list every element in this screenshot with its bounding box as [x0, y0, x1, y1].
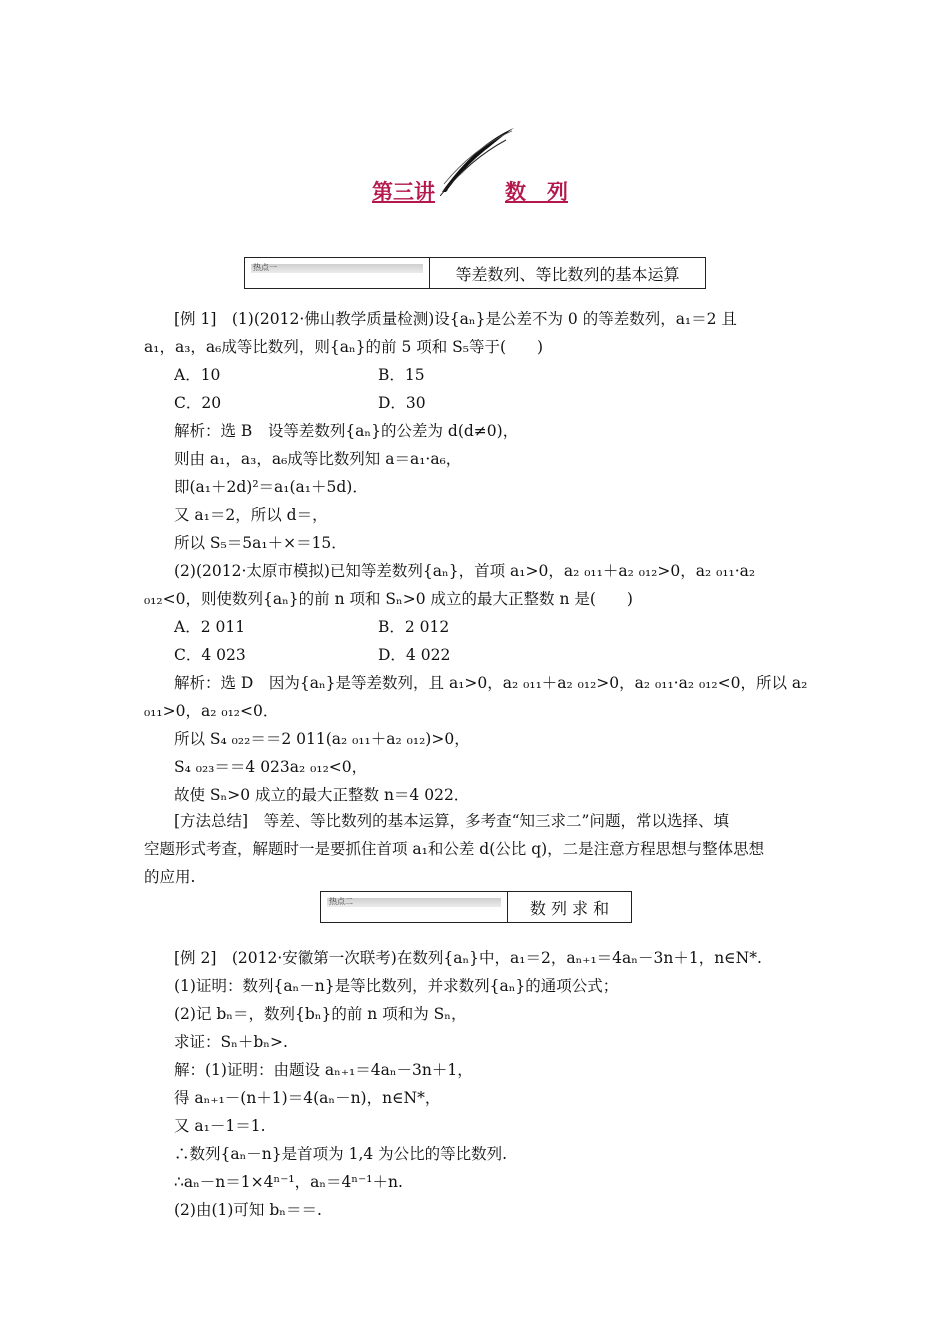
hotspot-tag: 热点二	[321, 892, 508, 922]
option-b: B．15	[378, 366, 425, 384]
example-2-line: (1)证明：数列{aₙ－n}是等比数列，并求数列{aₙ}的通项公式；	[174, 977, 619, 995]
title-topic: 数 列	[505, 179, 568, 204]
method-summary-line: 空题形式考查，解题时一是要抓住首项 a₁和公差 d(公比 q)，二是注意方程思想与整体思想	[144, 840, 765, 858]
solution-line: 又 a₁＝2，所以 d＝，	[174, 506, 328, 524]
solution-line: S₄ ₀₂₃＝＝4 023a₂ ₀₁₂<0，	[174, 758, 368, 776]
solution-line: 则由 a₁，a₃，a₆成等比数列知 a＝a₁·a₆，	[174, 450, 462, 468]
option-a: A．10	[174, 366, 221, 384]
solution-line: 即(a₁＋2d)²＝a₁(a₁＋5d)．	[174, 478, 368, 496]
option-c: C．20	[174, 394, 222, 412]
method-summary-line: 的应用.	[144, 868, 196, 886]
solution-line: 解析：选 B 设等差数列{aₙ}的公差为 d(d≠0)，	[174, 422, 519, 440]
option-b: B．2 012	[378, 618, 450, 636]
example-2-line: 得 aₙ₊₁－(n＋1)＝4(aₙ－n)，n∈N*，	[174, 1089, 441, 1107]
hotspot-label: 等差数列、等比数列的基本运算	[455, 265, 680, 284]
solution-line: 解析：选 D 因为{aₙ}是等差数列，且 a₁>0，a₂ ₀₁₁＋a₂ ₀₁₂>0，a₂ ₀₁₁·a₂ ₀₁₂<0，所以 a₂	[174, 674, 808, 692]
example-1-part-2-line: ₀₁₂<0，则使数列{aₙ}的前 n 项和 Sₙ>0 成立的最大正整数 n 是( )	[144, 590, 633, 608]
example-1-line: [例 1] (1)(2012·佛山教学质量检测)设{aₙ}是公差不为 0 的等差数列，a₁＝2 且	[174, 310, 737, 328]
option-d: D．4 022	[378, 646, 451, 664]
example-2-line: 求证：Sₙ＋bₙ>.	[174, 1033, 288, 1051]
hotspot-tag: 热点一	[245, 258, 430, 288]
example-1-part-2-line: (2)(2012·太原市模拟)已知等差数列{aₙ}，首项 a₁>0，a₂ ₀₁₁＋a₂ ₀₁₂>0，a₂ ₀₁₁·a₂	[174, 562, 756, 580]
example-2-line: [例 2] (2012·安徽第一次联考)在数列{aₙ}中，a₁＝2，aₙ₊₁＝4aₙ－3n＋1，n∈N*.	[174, 949, 762, 967]
example-2-line: (2)由(1)可知 bₙ＝＝.	[174, 1201, 322, 1219]
solution-line: ₀₁₁>0，a₂ ₀₁₂<0．	[144, 702, 279, 720]
method-summary-line: [方法总结] 等差、等比数列的基本运算，多考查“知三求二”问题，常以选择、填	[174, 812, 729, 830]
example-2-line: ∴aₙ－n＝1×4ⁿ⁻¹，aₙ＝4ⁿ⁻¹＋n.	[174, 1173, 403, 1191]
example-1-line: a₁，a₃，a₆成等比数列，则{aₙ}的前 5 项和 S₅等于( )	[144, 338, 544, 356]
option-c: C．4 023	[174, 646, 246, 664]
solution-line: 所以 S₄ ₀₂₂＝＝2 011(a₂ ₀₁₁＋a₂ ₀₁₂)>0，	[174, 730, 470, 748]
option-a: A．2 011	[174, 618, 246, 636]
page-title	[372, 176, 568, 206]
hotspot-header-1	[244, 257, 706, 289]
title-lecture: 第三讲	[372, 179, 435, 204]
example-2-line: 解：(1)证明：由题设 aₙ₊₁＝4aₙ－3n＋1，	[174, 1061, 473, 1079]
hotspot-label: 数 列 求 和	[529, 899, 610, 918]
solution-line: 所以 S₅＝5a₁＋×＝15．	[174, 534, 347, 552]
hotspot-header-2	[320, 891, 632, 923]
example-2-line: ∴数列{aₙ－n}是首项为 1,4 为公比的等比数列.	[174, 1145, 508, 1163]
option-d: D．30	[378, 394, 426, 412]
example-2-line: (2)记 bₙ＝，数列{bₙ}的前 n 项和为 Sₙ，	[174, 1005, 467, 1023]
solution-line: 故使 Sₙ>0 成立的最大正整数 n＝4 022．	[174, 786, 470, 804]
example-2-line: 又 a₁－1＝1.	[174, 1117, 266, 1135]
